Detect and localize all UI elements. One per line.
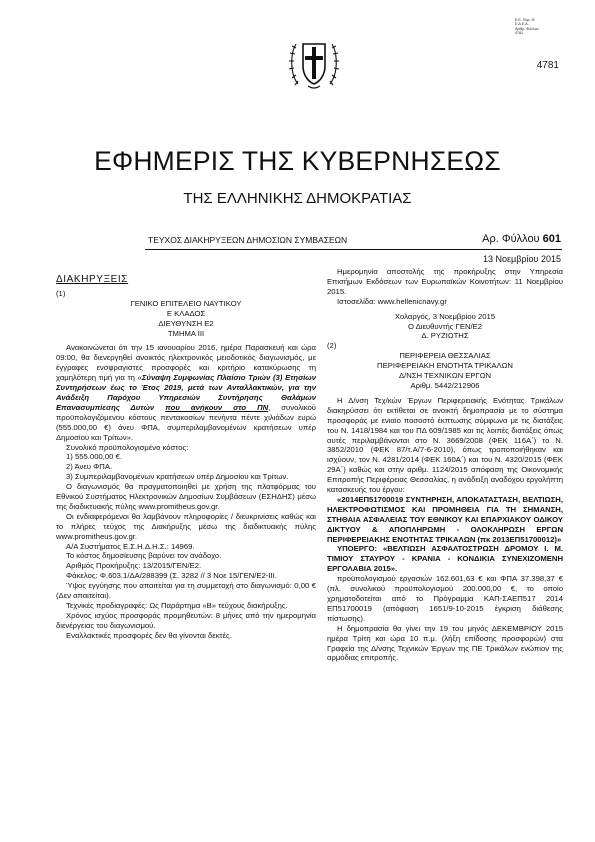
paragraph: Φάκελος: Φ.603.1/ΔΑ/288399 (Σ. 3282 // 3 Νοε 15/ΓΕΝ/Ε2-ΙΙΙ. — [66, 571, 277, 581]
paragraph: Το κόστος δημοσίευσης βαρύνει τον ανάδοχο. — [66, 551, 222, 561]
list-item: 3) Συμπεριλαμβανομένων κρατήσεων υπέρ Δημοσίου και Τρίτων. — [66, 472, 289, 482]
text-run: Ανακοινώνεται ότι την 15 ιανουαρίου 2016, ημέρα Παρασκευή και ώρα 09:00, θα διενεργηθεί ανοικτός ηλεκτρονικός μειοδοτικός διαγωνισμός, με έγγραφες ενσφραγιστες προσφορές και κριτήριο κατακύρωσης τη χαμηλότερη τιμή για τη « — [56, 343, 316, 383]
announcement-number: (1) — [56, 288, 66, 298]
issuer-line: ΤΜΗΜΑ ΙΙΙ — [167, 328, 205, 338]
paragraph: Ύψος εγγύησης που απαιτείται για τη συμμετοχή στο διαγωνισμό: 0,00 € (Δεν απαιτείται). — [56, 581, 316, 601]
issuer-line: Δ/ΝΣΗ ΤΕΧΝΙΚΩΝ ΕΡΓΩΝ — [398, 371, 492, 381]
announcement-number: (2) — [327, 341, 337, 351]
issuer-line: Ε ΚΛΑΔΟΣ — [166, 308, 206, 318]
paragraph: Τεχνικές προδιαγραφές: Ως Παράρτημα «Β» τεύχους διακήρυξης. — [66, 601, 288, 610]
paragraph: προϋπολογισμού εργασιών 162.601,63 € και ΦΠΑ 37.398,37 € (πλ. συνολικού προϋπολογισμού 200.000,00 €, το οποίο χρηματοδοτείται από το Πρόγραμμα ΚΑΠ-ΣΑΕΠ517 2014 ΕΠ51700019 (απόφαση 1651/9-10-2015 έγκριση διάθεσης πίστωσης). — [327, 574, 563, 623]
publisher-stamp-text: Ε.Ε. Παρ. ΙΙΙ Ε.Δ.Ε.Α. Αριθμ. Φύλλου 4781 — [515, 18, 539, 36]
page-number: 4781 — [536, 60, 559, 71]
paragraph: Συνολικό προϋπολογισμένο κόστος: — [66, 442, 189, 452]
paragraph: Η Δ/νση Τεχ/κών Έργων Περιφερειακής Ενότητας Τρικάλων διακηρύσσει ότι εκτίθεται σε ανοικτή δημοπρασία με το σύστημα προσφοράς με ενιαίο ποσοστό έκπτωσης σύμφωνα με τις διατάξεις του Ν. 1418/1984 και του ΠΔ 609/1985 και τις λοιπές διατάξεις όπως αυτές περιλαμβάνονται στο Ν. 3669/2008 (ΦΕΚ 116Α΄) το Ν. 3852/2010 (ΦΕΚ 87/τ.Α/7-6-2010), όπως τροποποιήθηκαν και ισχύουν, τον Ν. 4281/2014 (ΦΕΚ 160Α΄) και του Ν. 4320/2015 (ΦΕΚ 29Α΄) καθώς και στην αριθμ. 1124/2015 απόφαση της Οικονομικής Επιτροπής Περιφέρειας Θεσσαλίας, η ανάδειξη αναδόχου εργολήπτη κατασκευής του έργου: — [327, 395, 563, 495]
section-heading: ΔΙΑΚΗΡΥΞΕΙΣ — [56, 274, 129, 285]
list-item: 2) Άνευ ΦΠΑ. — [66, 462, 113, 472]
list-item: 1) 555.000,00 €. — [66, 452, 122, 462]
issue-number-label: Αρ. Φύλλου — [482, 233, 540, 245]
left-column — [56, 275, 316, 641]
paragraph: Η δημοπρασία θα γίνει την 19 του μηνός ΔΕΚΕΜΒΡΙΟΥ 2015 ημέρα Τρίτη και ώρα 10 π.μ. (λήξη επίδοσης προσφορών) στα Γραφεία της Δ/νσης Τεχνικών Έργων της ΠΕ Τρικάλων ενώπιον της αρμόδιας επιτροπής. — [327, 623, 563, 663]
paragraph: Α/Α Συστήματος Ε.Σ.Η.Δ.Η.Σ.: 14969. — [66, 541, 195, 551]
issue-date: 13 Νοεμβρίου 2015 — [483, 254, 561, 264]
place-date: Χολαργός, 3 Νοεμβρίου 2015 — [394, 311, 496, 321]
issue-series: ΤΕΥΧΟΣ ΔΙΑΚΗΡΥΞΕΩΝ ΔΗΜΟΣΙΩΝ ΣΥΜΒΑΣΕΩΝ — [148, 235, 348, 245]
paragraph: Οι ενδιαφερόμενοι θα λαμβάνουν πληροφορίες / διευκρινίσεις καθώς και το πλήρες τεύχος της Διακήρυξης μέσω της διαδικτυακής πύλης www.promitheus.gov.gr. — [56, 511, 316, 541]
project-title: «2014ΕΠ51700019 ΣΥΝΤΗΡΗΣΗ, ΑΠΟΚΑΤΑΣΤΑΣΗ, ΒΕΛΤΙΩΣΗ, ΗΛΕΚΤΡΟΦΩΤΙΣΜΟΣ ΚΑΙ ΠΡΟΜΗΘΕΙΑ ΓΙΑ ΤΗ ΣΗΜΑΝΣΗ, ΣΤΗΘΑΙΑ ΑΣΦΑΛΕΙΑΣ ΤΟΥ ΕΘΝΙΚΟΥ ΚΑΙ ΕΠΑΡΧΙΑΚΟΥ ΟΔΙΚΟΥ ΔΙΚΤΥΟΥ & ΑΠΟΠΛΗΡΩΜΗ - ΟΛΟΚΛΗΡΩΣΗ ΕΡΓΩΝ ΠΕΡΙΦΕΡΕΙΑΚΗΣ ΕΝΟΤΗΤΑΣ ΤΡΙΚΑΛΩΝ (πκ 2013ΕΠ51700012)» — [327, 494, 563, 544]
text-run: , συνολικού προϋπολογιζόμενου κόστους πεντακοσίων πενήντα πέντε χιλιάδων ευρώ (555.000,00 €) άνευ ΦΠΑ, συμπεριλαμβανομένων κρατήσεων υπέρ Δημοσίου και Τρίτων». — [56, 402, 316, 442]
text-run-underlined: που ανήκουν στο ΠΝ — [165, 402, 269, 412]
reference-number: Αριθμ. 5442/212906 — [410, 380, 480, 390]
paragraph: Χρόνος ισχύος προσφοράς προμηθευτών: 8 μήνες από την ημερομηνία διενέργειας του διαγωνισμού. — [56, 610, 316, 630]
announcement-paragraph — [56, 343, 316, 442]
issuer-line: ΔΙΕΥΘΥΝΣΗ Ε2 — [158, 318, 214, 328]
issuer-line: ΓΕΝΙΚΟ ΕΠΙΤΕΛΕΙΟ ΝΑΥΤΙΚΟΥ — [130, 298, 242, 308]
paragraph: Ημερομηνία αποστολής της προκήρυξης στην Υπηρεσία Επισήμων Εκδόσεων των Ευρωπαϊκών Κοινοτήτων: 11 Νοεμβρίου 2015. — [327, 267, 563, 296]
hellenic-coat-of-arms-icon — [288, 34, 340, 92]
issuer-line: ΠΕΡΙΦΕΡΕΙΑΚΗ ΕΝΟΤΗΤΑ ΤΡΙΚΑΛΩΝ — [377, 361, 513, 371]
paragraph: Ο διαγωνισμός θα πραγματοποιηθεί με χρήση της πλατφόρμας του Εθνικού Συστήματος Ηλεκτρονικών Δημοσίων Συμβάσεων (ΕΣΗΔΗΣ) μέσω της διαδικτυακής πύλης www.promitheus.gov.gr. — [56, 482, 316, 511]
subproject-title: ΥΠΟΕΡΓΟ: «ΒΕΛΤΙΩΣΗ ΑΣΦΑΛΤΟΣΤΡΩΣΗ ΔΡΟΜΟΥ Ι. Μ. ΤΙΜΙΟΥ ΣΤΑΥΡΟΥ - ΚΡΑΝΙΑ - ΚΟΝΔΙΚΙΑ ΣΥΝΕΧΙΖΟΜΕΝΗ ΕΡΓΟΛΑΒΙΑ 2015». — [327, 544, 563, 574]
header-rule — [145, 249, 562, 250]
issue-number — [482, 233, 561, 245]
signer-title: Ο Διευθυντής ΓΕΝ/Ε2 — [407, 321, 483, 331]
paragraph: Αριθμός Προκήρυξης: 13/2015/ΓΕΝ/Ε2. — [66, 561, 202, 571]
right-column — [327, 267, 563, 663]
issuer-line: ΠΕΡΙΦΕΡΕΙΑ ΘΕΣΣΑΛΙΑΣ — [399, 351, 491, 361]
publisher-stamp — [515, 18, 561, 58]
signer-name: Δ. ΡΥΖΙΩΤΗΣ — [421, 331, 469, 341]
gazette-title: ΕΦΗΜΕΡΙΣ ΤΗΣ ΚΥΒΕΡΝΗΣΕΩΣ — [94, 146, 501, 176]
gazette-subtitle: ΤΗΣ ΕΛΛΗΝΙΚΗΣ ΔΗΜΟΚΡΑΤΙΑΣ — [183, 190, 412, 207]
text-run-bold: Σύναψη Συμφωνίας Πλαίσιο Τριών (3) Ετησίων Συντηρήσεων έως το Έτος 2019, μετά των Ανταλλακτικών, για την Ανάδειξη Παρόχου Υπηρεσιών Συντήρησης Θαλάμων Επανασυμπίεσης Δυτών — [56, 373, 316, 412]
website-line: Ιστοσελίδα: www.hellenicnavy.gr — [337, 296, 447, 306]
issue-number-value: 601 — [542, 233, 561, 245]
paragraph: Εναλλακτικές προσφορές δεν θα γίνονται δεκτές. — [66, 630, 232, 640]
